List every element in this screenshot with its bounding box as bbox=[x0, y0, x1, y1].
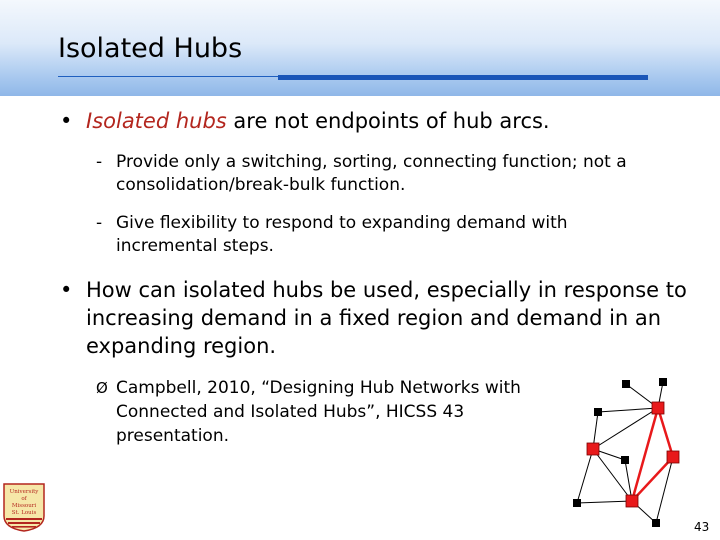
spoke-node bbox=[659, 378, 667, 386]
page-number: 43 bbox=[694, 520, 710, 534]
logo-text-line: St. Louis bbox=[11, 510, 37, 516]
bullet-marker: • bbox=[60, 109, 73, 133]
spoke-node bbox=[594, 408, 602, 416]
edge bbox=[598, 408, 658, 412]
logo-text-line: University bbox=[9, 489, 39, 495]
reference-line: Connected and Isolated Hubs”, HICSS 43 bbox=[116, 402, 465, 422]
dash-marker: - bbox=[96, 152, 103, 172]
edge bbox=[577, 501, 632, 503]
hub-node bbox=[652, 402, 664, 414]
bullet-line: expanding region. bbox=[86, 334, 277, 358]
reference-line: Campbell, 2010, “Designing Hub Networks with bbox=[116, 378, 521, 398]
hub-node bbox=[626, 495, 638, 507]
bullet-line: increasing demand in a fixed region and demand in an bbox=[86, 306, 662, 330]
isolated-hub-node bbox=[587, 443, 599, 455]
slide-title: Isolated Hubs bbox=[58, 33, 243, 64]
sub-line: Give flexibility to respond to expanding demand with bbox=[116, 213, 568, 233]
edge bbox=[577, 449, 593, 503]
hub-node bbox=[667, 451, 679, 463]
emphasis-text: Isolated hubs bbox=[86, 109, 227, 133]
title-rule-thin bbox=[58, 76, 278, 77]
reference-text bbox=[116, 376, 521, 448]
logo-text-line: Missouri bbox=[11, 503, 37, 509]
spoke-node bbox=[652, 519, 660, 527]
bullet-line: How can isolated hubs be used, especially in response to bbox=[86, 278, 687, 302]
sub-bullet-text bbox=[116, 151, 627, 197]
sub-line: consolidation/break-bulk function. bbox=[116, 175, 406, 195]
logo-stripe bbox=[8, 522, 40, 524]
spoke-node bbox=[621, 456, 629, 464]
hub-arc bbox=[658, 408, 673, 457]
title-rule-thick bbox=[278, 75, 648, 80]
logo-text bbox=[10, 489, 40, 516]
sub-bullet-text bbox=[116, 212, 568, 258]
logo-text-line: of bbox=[21, 496, 27, 502]
spoke-node bbox=[573, 499, 581, 507]
logo-stripe bbox=[12, 526, 36, 528]
slide-header bbox=[0, 0, 720, 96]
spoke-node bbox=[622, 380, 630, 388]
hub-nodes bbox=[587, 402, 679, 507]
bullet-text bbox=[86, 276, 687, 360]
bullet-text bbox=[86, 107, 550, 135]
hub-network-diagram bbox=[560, 370, 690, 530]
arrow-bullet-icon: Ø bbox=[96, 379, 108, 397]
university-logo bbox=[2, 482, 46, 532]
sub-line: Provide only a switching, sorting, connecting function; not a bbox=[116, 152, 627, 172]
reference-line: presentation. bbox=[116, 426, 230, 446]
sub-line: incremental steps. bbox=[116, 236, 274, 256]
bullet-rest-text: are not endpoints of hub arcs. bbox=[226, 109, 550, 133]
dash-marker: - bbox=[96, 213, 103, 233]
bullet-marker: • bbox=[60, 278, 73, 302]
logo-stripe bbox=[6, 518, 42, 520]
